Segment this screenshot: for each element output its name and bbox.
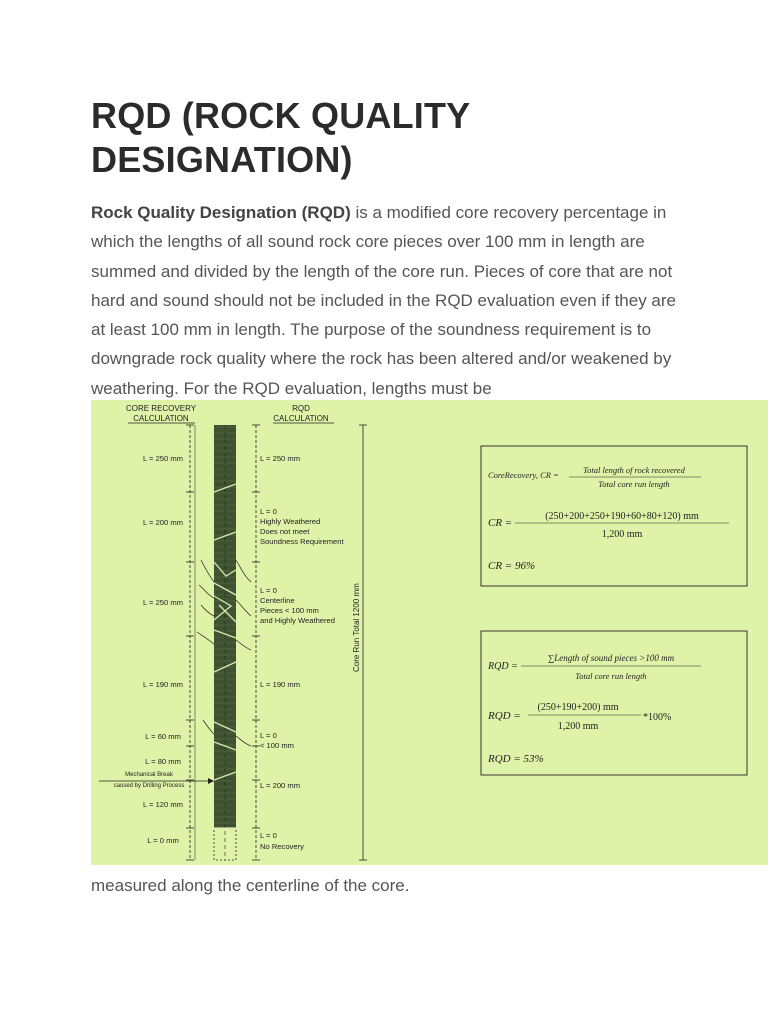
rqd-def-lhs: RQD = xyxy=(488,661,518,672)
right-label-2-line2: Highly Weathered xyxy=(260,517,321,526)
right-label-5-line2: < 100 mm xyxy=(260,741,294,750)
right-label-7-line2: No Recovery xyxy=(260,842,304,851)
intro-body-text: is a modified core recovery percentage in which the lengths of all sound rock core pieces over 100 mm in length are summed and divided by the length of the core run. Pieces of core that are not hard and sound should not be included in the RQD evaluation even if they are at least 100 mm in length. The purpose of the soundness requirement is to downgrade rock quality where the rock has been altered and/or weakened by weathering. For the RQD evaluation, lengths must be xyxy=(91,203,677,398)
intro-lead-term: Rock Quality Designation (RQD) xyxy=(91,203,351,222)
page-title: RQD (ROCK QUALITY DESIGNATION) xyxy=(91,95,470,180)
left-label-3: L = 250 mm xyxy=(142,598,184,607)
right-label-3-line4: and Highly Weathered xyxy=(260,616,335,625)
cr-result: CR = 96% xyxy=(488,560,536,572)
right-label-2-line4: Soundness Requirement xyxy=(260,537,344,546)
right-label-3-line1: L = 0 xyxy=(260,586,277,595)
right-label-3-line2: Centerline xyxy=(260,596,295,605)
right-label-1: L = 250 mm xyxy=(260,454,301,463)
right-label-4: L = 190 mm xyxy=(260,680,301,689)
right-label-3-line3: Pieces < 100 mm xyxy=(260,606,319,615)
header-left-line2: CALCULATION xyxy=(133,414,189,423)
intro-paragraph xyxy=(91,198,691,403)
mechanical-break-label-1: Mechanical Break xyxy=(125,772,173,778)
rqd-calc-numerator: (250+190+200) mm xyxy=(537,702,619,713)
left-label-4: L = 190 mm xyxy=(142,680,184,689)
header-right-line1: RQD xyxy=(292,404,310,413)
left-label-8: L = 0 mm xyxy=(147,836,179,845)
core-run-label: Core Run Total 1200 mm xyxy=(352,583,361,672)
rqd-result: RQD = 53% xyxy=(488,753,544,765)
header-left-line1: CORE RECOVERY xyxy=(125,404,197,413)
rqd-figure-canvas xyxy=(91,400,768,865)
cr-calc-denominator: 1,200 mm xyxy=(601,529,643,540)
left-label-2: L = 200 mm xyxy=(142,518,184,527)
rqd-def-numerator: ∑Length of sound pieces >100 mm xyxy=(547,653,675,663)
left-label-7: L = 120 mm xyxy=(142,800,184,809)
right-label-6: L = 200 mm xyxy=(260,781,301,790)
left-label-5: L = 60 mm xyxy=(145,732,181,741)
cr-def-lhs: CoreRecovery, CR = xyxy=(488,470,559,480)
mechanical-break-label-2: caused by Drilling Process xyxy=(113,783,185,789)
right-label-2-line3: Does not meet xyxy=(260,527,310,536)
rqd-calc-lhs: RQD = xyxy=(488,710,521,722)
cr-def-denominator: Total core run length xyxy=(598,479,670,489)
mechanical-break-arrowhead xyxy=(208,778,214,784)
right-label-5-line1: L = 0 xyxy=(260,731,277,740)
right-label-7-line1: L = 0 xyxy=(260,831,277,840)
left-label-6: L = 80 mm xyxy=(145,757,181,766)
outro-text: measured along the centerline of the core. xyxy=(91,876,410,895)
cr-def-numerator: Total length of rock recovered xyxy=(583,465,685,475)
left-label-1: L = 250 mm xyxy=(142,454,184,463)
rqd-def-denominator: Total core run length xyxy=(575,671,647,681)
cr-calc-lhs: CR = xyxy=(488,517,513,529)
right-label-2-line1: L = 0 xyxy=(260,507,277,516)
header-right-line2: CALCULATION xyxy=(273,414,329,423)
cr-calc-numerator: (250+200+250+190+60+80+120) mm xyxy=(545,511,699,522)
rqd-calc-multiplier: *100% xyxy=(643,712,672,723)
rqd-calc-denominator: 1,200 mm xyxy=(557,721,599,732)
rqd-figure xyxy=(91,400,768,865)
